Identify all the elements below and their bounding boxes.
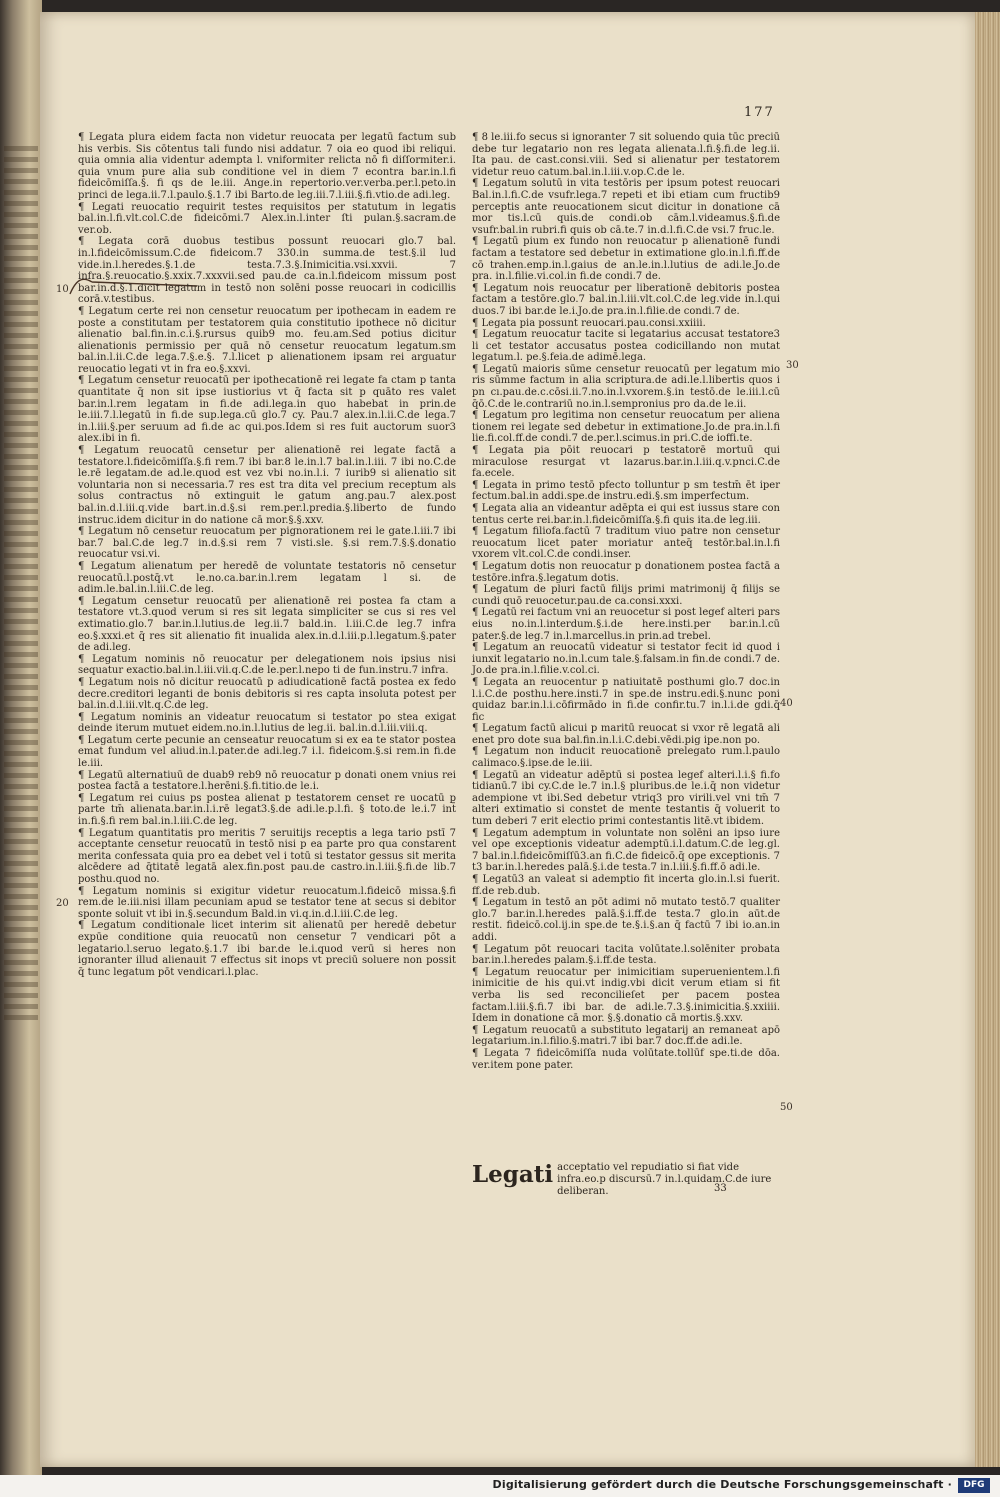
paragraph: ¶ Legatū3 an valeat si ademptio fit incerta glo.in.l.si fuerit. ff.de reb.dub. [472, 874, 780, 897]
paragraph: ¶ Legatū pium ex fundo non reuocatur p alienationē fundi factam a testatore sed debetur in extimatione glo.in.l.fi.ff.de cō trahen.emp.in.l.gaius de an.le.in.l.lutius de adi.le.Jo.de pra. in.l.filie.vi.col.in fi.de condi.7 de. [472, 236, 780, 283]
signature-mark: 33 [714, 1183, 727, 1194]
paragraph: ¶ Legatum filiofa.factū 7 traditum viuo patre non censetur reuocatum licet pater moriatur anteq̄ testōr.bal.in.l.fi vxorem vlt.col.C.de condi.inser. [472, 526, 780, 561]
paragraph: ¶ Legata pia pōit reuocari p testatorē mortuū qui miraculose resurgat vt lazarus.bar.in.l.iii.q.v.pnci.C.de fa.ecele. [472, 445, 780, 480]
paragraph: ¶ Legatum nō censetur reuocatum per pignorationem rei le gate.l.iii.7 ibi bar.7 bal.C.de leg.7 in.d.§.si rem 7 visti.sle. §.si rem.7.§.§.donatio reuocatur vsi.vi. [78, 526, 456, 561]
paragraph: ¶ Legati reuocatio requirit testes requisitos per statutum in legatis bal.in.l.fi.vlt.col.C.de fideicōmi.7 Alex.in.l.inter ſti pulan.§.sacram.de ver.ob. [78, 201, 456, 236]
footer-credit: Digitalisierung gefördert durch die Deutsche Forschungsgemeinschaft · [492, 1478, 952, 1491]
paragraph: ¶ Legatum factū alicui p maritū reuocat si vxor rē legatā ali enet pro dote sua bal.fin.in.l.i.C.debi.vēdi.pig ipe.non po. [472, 723, 780, 746]
paragraph: ¶ Legatum nominis an videatur reuocatum si testator po stea exigat deinde iterum mutuet eidem.no.in.l.lutius de leg.ii. bal.in.d.l.iii.viii.q. [78, 711, 456, 735]
dfg-logo: DFG [958, 1478, 990, 1493]
paragraph: ¶ Legatum pōt reuocari tacita volūtate.l.solēniter probata bar.in.l.heredes palam.§.i.ff.de testa. [472, 943, 780, 967]
entry-heading: Legati [472, 1161, 554, 1188]
paragraph: ¶ Legatum rei cuius ps postea alienat p testatorem censet re uocatū p parte tm̄ alienata.bar.in.l.i.rē legat3.§.de adi.le.p.l.fi. § toto.de le.i.7 int̄ in.fi.§.fi rem bal.in.l.iii.C.de leg. [78, 792, 456, 828]
bleed-text [2, 140, 40, 1140]
margin-number-40: 40 [780, 698, 793, 709]
paragraph: ¶ Legata an reuocentur p natiuitatē posthumi glo.7 doc.in l.i.C.de posthu.here.insti.7 in spe.de instru.edi.§.nunc poni quidaz bar.in.l.i.cōfirmādo in fi.de confir.tu.7 in.l.i.de gdi.q̄ fic [472, 676, 780, 723]
paragraph: ¶ Legatum censetur reuocatū per ipothecationē rei legate fa ctam p tanta quantitate q̄ non sit ipse iustiorius vt q̄ facta sit p quāto res valet bar.in.l.rem legatam in fi.de adi.lega.in quo habebat in prin.de le.iii.7.l.legatū in fi.de sup.lega.cū glo.7 cy. Pau.7 alex.in.l.ii.C.de lega.7 in.l.iii.§.per seruum ad fi.de ac qui.pos.Idem si res fuit auctorum suor3 alex.ibi in fi. [78, 375, 456, 445]
paragraph: ¶ Legatū an videatur adēptū si postea legef alteri.l.i.§ fi.fo tidianū.7 ibi cy.C.de le.7 in.l.§ pluribus.de le.i.q̄ non videtur adempione vt ibi.Sed debetur vtriq3 pro virili.vel vni tm̄ 7 alteri extimatio si constet de mente testantis q̄ voluerit to tum deberi 7 erit electio primi contestantis litē.vt ibidem. [472, 769, 780, 828]
paragraph: ¶ Legatum censetur reuocatū per alienationē rei postea fa ctam a testatore vt.3.quod verum si res sit legata simpliciter se cus si res vel extimatio.glo.7 bar.in.l.lutius.de leg.ii.7 bald.in. l.iii.C.de leg.7 infra eo.§.xxxi.et q̄ res sit alienatio fit inualida alex.in.d.l.iii.p.l.legatum.§.pater de adi.leg. [78, 595, 456, 654]
paragraph: ¶ Legatum solutū in vita testōris per ipsum potest reuocari Bal.in.l.fi.C.de vsufr.lega.7 repeti et ibi etiam cum fructib9 perceptis ante reuocationem sicut dicitur in donatione cā mor tis.l.cū quis.de condi.ob cām.l.videamus.§.fi.de vsufr.bal.in rubri.fi quis ob cā.te.7 in.d.l.fi.C.de vsi.7 fruc.le. [472, 178, 780, 236]
paragraph: ¶ Legatum certe pecunie an censeatur reuocatum si ex ea te stator postea emat fundum vel aliud.in.l.pater.de adi.leg.7 i.l. fideicom.§.si rem.in fi.de le.iii. [78, 734, 456, 770]
paragraph: ¶ Legatum quantitatis pro meritis 7 seruitijs receptis a lega tario pstī 7 acceptante censetur reuocatū in testō nisi p ea parte pro qua constarent merita confessata quia pro ea debet vel i totū si testator gessus sit merita alcēdere ad q̄titatē legatā alex.fin.post pau.de castro.in.l.iii.§.fi.de lib.7 posthu.quod no. [78, 827, 456, 885]
paragraph: ¶ Legata plura eidem facta non videtur reuocata per legatū factum sub his verbis. Sis cōtentus tali fundo nisi addatur. 7 oia eo quod ibi reliqui. quia omnia alia videntur adempta l. vniformiter relicta nō fi diſſormiter.i. quia vnum pure alia sub conditione vel in diem 7 econtra bar.in.l.fi fideicōmiſſa.§. fi qs de le.iii. Ange.in repertorio.ver.verba.per.l.peto.in princi de lega.ii.7.l.paulo.§.1.7 ibi Barto.de leg.iii.7.l.iii.§.fi.vtio.de adi.leg. [78, 132, 456, 201]
paragraph: ¶ Legatum nois reuocatur per liberationē debitoris postea factam a testōre.glo.7 bal.in.l.iii.vlt.col.C.de leg.vide in.l.qui duos.7 ibi bar.de le.i.Jo.de pra.in.l.filie.de condi.7 de. [472, 282, 780, 317]
paragraph: ¶ Legata 7 fideicōmiſſa nuda volūtate.tollūf spe.ti.de dōa. ver.item pone pater. [472, 1047, 780, 1071]
paragraph: ¶ Legatum certe rei non censetur reuocatum per ipothecam in eadem re poste a constitutam per testatorem quia constitutio ipothece nō dicitur alienatio bal.fin.in.c.i.§.rursus quib9 mo. feu.am.Sed potius dicitur alienationis permissio per quā nō censetur reuocatum legatum.sm bal.in.l.ii.C.de lega.7.§.e.§. 7.l.licet p alienationem ipsam rei arguatur reuocatio legati vt in fra eo.§.xxvi. [78, 305, 456, 375]
final-entry [472, 1162, 782, 1198]
paragraph: ¶ Legatum nominis nō reuocatur per delegationem nois ipsius nisi sequatur exactio.bal.in.l.iii.vii.q.C.de le.per.l.nepo ti de fun.instru.7 infra. [78, 653, 456, 677]
paragraph: ¶ Legata corā duobus testibus possunt reuocari glo.7 bal. in.l.fideicōmissum.C.de fideicom.7 330.in summa.de test.§.il lud vide.in.l.heredes.§.1.de testa.7.3.§.Inimicitia.vsi.xxvii. 7 infra.§.reuocatio.§.xxix.7.xxxvii.sed pau.de ca.in.l.fideicom missum post bar.in.d.§.1.dicit legatum in testō non solēni posse reuocari in codicillis corā.v.testibus. [78, 236, 456, 306]
paragraph: ¶ Legatum dotis non reuocatur p donationem postea factā a testōre.infra.§.legatum dotis. [472, 560, 780, 584]
footer-bar [0, 1475, 1000, 1497]
paragraph: ¶ Legatum reuocatū a substituto legatarij an remaneat apō legatarium.in.l.filio.§.matri.7 ibi bar.7 doc.ff.de adi.le. [472, 1024, 780, 1048]
book-edge-right [975, 12, 1000, 1467]
margin-number-50: 50 [780, 1102, 793, 1113]
paragraph: ¶ Legata alia an videantur adēpta ei qui est iussus stare con tentus certe rei.bar.in.l.fideicōmiſſa.§.fi quis ita.de leg.iii. [472, 503, 780, 526]
entry-text: acceptatio vel repudiatio si fiat vide infra.eo.p discursū.7 in.l.quidam.C.de iure deliberan. [557, 1162, 772, 1197]
paragraph: ¶ Legatum reuocatur tacite si legatarius accusat testatore3 li cet testator accusatus postea codicillando non mutat legatum.l. pe.§.feia.de adimē.lega. [472, 329, 780, 364]
margin-number-30: 30 [786, 360, 799, 371]
left-text-column [78, 132, 456, 978]
paragraph: ¶ Legata pia possunt reuocari.pau.consi.xxiiii. [472, 317, 706, 329]
paragraph: ¶ Legata in primo testō pfecto tolluntur p sm testm̄ ēt iper fectum.bal.in addi.spe.de instru.edi.§.sm imperfectum. [472, 479, 780, 503]
paragraph: ¶ Legatum an reuocatū videatur si testator fecit id quod i iunxit legatario no.in.l.cum tale.§.falsam.in fin.de condi.7 de. Jo.de pra.in.l.filie.v.col.ci. [472, 642, 780, 677]
paragraph: ¶ Legatum ademptum in voluntate non solēni an ipso iure vel ope exceptionis videatur ademptū.i.l.datum.C.de leg.gl. 7 bal.in.l.fideicōmiſſū3.an fi.C.de fideicō.q̄ ope exceptionis. 7 t3 bar.in.l.heredes palā.§.i.de testa.7 in.l.iii.§.fi.ff.ō adi.le. [472, 827, 780, 874]
paragraph: ¶ Legatum nominis si exigitur videtur reuocatum.l.fideicō missa.§.fi rem.de le.iii.nisi illam pecuniam apud se testator tene at secus si debitor sponte soluit vt ibi in.§.secundum Bald.in vi.q.in.d.l.iii.C.de leg. [78, 885, 456, 920]
paragraph: ¶ Legatū rei factum vni an reuocetur si post legef alteri pars eius no.in.l.interdum.§.i.de here.insti.per bar.in.l.cū pater.§.de leg.7 in.l.marcellus.in prin.ad trebel. [472, 607, 780, 642]
paragraph: ¶ Legatum reuocatū censetur per alienationē rei legate factā a testatore.l.fideicōmiſſa.§.fi rem.7 ibi bar.8 le.in.l.7 bal.in.l.iii. 7 ibi no.C.de le.rē legatam.de ad.le.quod est vez vbi no.in.l.i. 7 iurib9 si alienatio sit voluntaria non si necessaria.7 res est tra dita vel precium receptum als solus contractus nō extinguit le gatum ang.pau.7 alex.post bal.in.d.l.iii.q.vide bart.in.d.§.si rem.per.l.predia.§.liberto de fundo instruc.idem dicitur in do natione cā mor.§.§.xxv. [78, 445, 456, 526]
folio-number: 177 [744, 105, 775, 120]
paragraph: ¶ Legatum reuocatur per inimicitiam superuenientem.l.fi inimicitie de his qui.vt indig.vbi dicit verum etiam si fit verba lis sed reconcilieſet per pacem postea factam.l.iii.§.fi.7 ibi bar. de adi.le.7.3.§.inimicitia.§.xxiiii. Idem in donatione cā mor. §.§.donatio cā mortis.§.xxv. [472, 966, 780, 1025]
paragraph: ¶ Legatum in testō an pōt adimi nō mutato testō.7 qualiter glo.7 bar.in.l.heredes palā.§.i.ff.de testa.7 glo.in aūt.de restit. fideicō.col.ij.in spe.de te.§.i.§.an q̄ factū 7 ibi io.an.in addi. [472, 897, 780, 943]
paragraph: ¶ Legatū alternatiuū de duab9 reb9 nō reuocatur p donati onem vnius rei postea factā a testatore.l.herēni.§.fi.titio.de le.i. [78, 769, 456, 793]
right-text-column [472, 132, 780, 1071]
paragraph: ¶ Legatum non inducit reuocationē prelegato rum.l.paulo calimaco.§.ipse.de le.iii. [472, 746, 780, 770]
paragraph: ¶ 8 le.iii.fo secus si ignoranter 7 sit soluendo quia tūc preciū debe tur legatario non res legata alienata.l.fi.§.fi.de leg.ii. Ita pau. de cast.consi.viii. Sed si alienatur per testatorem videtur reuo catum.bal.in.l.iii.v.op.C.de le. [472, 132, 780, 178]
paragraph: ¶ Legatum nois nō dicitur reuocatū p adiudicationē factā postea ex fedo decre.creditori leganti de bonis debitoris si res capta insoluta potest per bal.in.d.l.iii.vlt.q.C.de leg. [78, 676, 456, 712]
paragraph: ¶ Legatū maioris sūme censetur reuocatū per legatum mio ris sūmme factum in alia scriptura.de adi.le.l.libertis quos i pn cı.pau.de.c.cōsi.ii.7.no.in.l.vxorem.§.in testō.de le.iii.l.cū q̄ō.C.de le.contrariū no.in.l.sempronius pro da.de le.ii. [472, 363, 780, 410]
paragraph: ¶ Legatum alienatum per heredē de voluntate testatoris nō censetur reuocatū.l.postq̄.vt le.no.ca.bar.in.l.rem legatam l si. de adim.le.bal.in.l.iii.C.de leg. [78, 560, 456, 596]
paragraph: ¶ Legatum de pluri factū filijs primi matrimonij q̄ filijs se cundi quō reuocetur.pau.de ca.consi.xxxi. [472, 584, 780, 607]
paragraph: ¶ Legatum pro legitima non censetur reuocatum per aliena tionem rei legate sed debetur in extimatione.Jo.de pra.in.l.fi lie.fi.col.ff.de condi.7 de.per.l.scimus.in pri.C.de ioffi.te. [472, 410, 780, 445]
book-edge-left [0, 0, 42, 1497]
margin-number-20: 20 [56, 898, 69, 909]
margin-number-10: 10 [56, 284, 69, 295]
paragraph: ¶ Legatum conditionale licet interim sit alienatū per heredē debetur expūe conditione quia reuocatū non censetur 7 vendicari pōt a legatario.l.seruo legato.§.1.7 ibi bar.de le.i.quod verū si heres non ignoranter illud alienauit 7 effectus sit inops vt preciū soluere non possit q̄ tunc legatum pōt vendicari.l.plac. [78, 920, 456, 978]
